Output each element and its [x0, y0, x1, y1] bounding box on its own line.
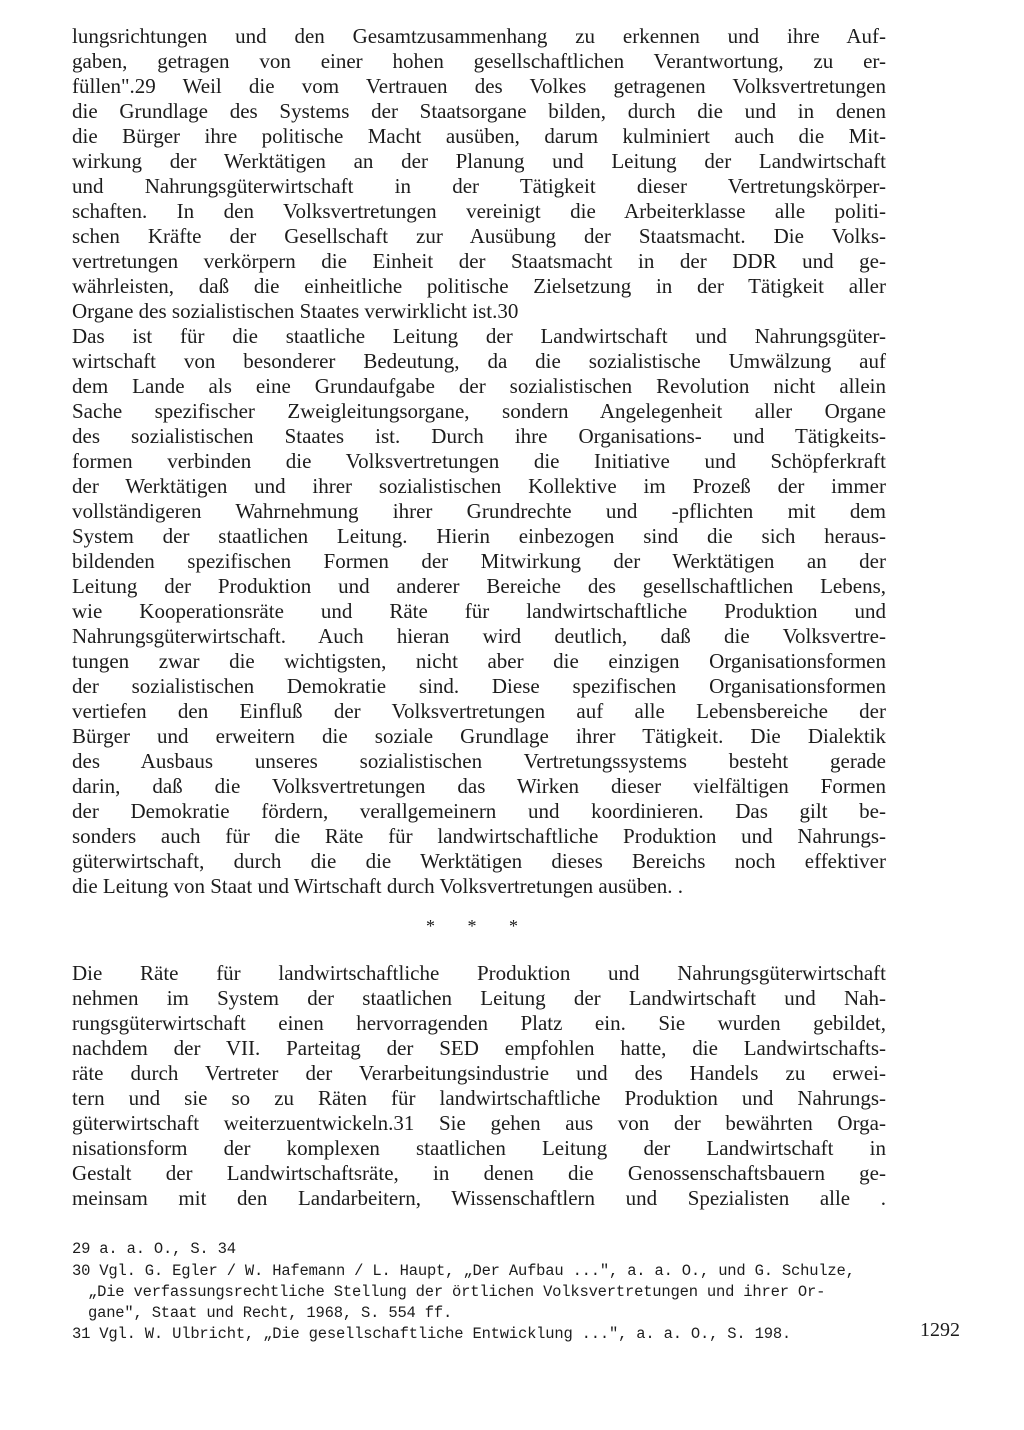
- body-line: wie Kooperationsräte und Räte für landwirtschaftliche Produktion und: [72, 599, 886, 623]
- body-line: und Nahrungsgüterwirtschaft in der Tätigkeit dieser Vertretungskörper-: [72, 174, 886, 198]
- body-line: Die Räte für landwirtschaftliche Produktion und Nahrungsgüterwirtschaft: [72, 961, 886, 985]
- body-line: lungsrichtungen und den Gesamtzusammenhang zu erkennen und ihre Auf-: [72, 24, 886, 48]
- body-line: die Grundlage des Systems der Staatsorgane bilden, durch die und in denen: [72, 99, 886, 123]
- body-line: Organe des sozialistischen Staates verwirklicht ist.30: [72, 299, 519, 323]
- body-line: meinsam mit den Landarbeitern, Wissenschaftlern und Spezialisten alle .: [72, 1186, 886, 1210]
- body-line: der sozialistischen Demokratie sind. Diese spezifischen Organisationsformen: [72, 674, 886, 698]
- body-line: die Leitung von Staat und Wirtschaft durch Volksvertretungen ausüben. .: [72, 874, 683, 898]
- body-line: formen verbinden die Volksvertretungen die Initiative und Schöpferkraft: [72, 449, 886, 473]
- body-line: wirtschaft von besonderer Bedeutung, da die sozialistische Umwälzung auf: [72, 349, 886, 373]
- body-line: güterwirtschaft weiterzuentwickeln.31 Sie gehen aus von der bewährten Orga-: [72, 1111, 886, 1135]
- body-line: Sache spezifischer Zweigleitungsorgane, sondern Angelegenheit aller Organe: [72, 399, 886, 423]
- body-line: vertretungen verkörpern die Einheit der Staatsmacht in der DDR und ge-: [72, 249, 886, 273]
- footnote-31: 31 Vgl. W. Ulbricht, „Die gesellschaftliche Entwicklung ...", a. a. O., S. 198.: [72, 1325, 792, 1343]
- body-line: der Demokratie fördern, verallgemeinern und koordinieren. Das gilt be-: [72, 799, 886, 823]
- body-line: nisationsform der komplexen staatlichen Leitung der Landwirtschaft in: [72, 1136, 886, 1160]
- body-line: nachdem der VII. Parteitag der SED empfohlen hatte, die Landwirtschafts-: [72, 1036, 886, 1060]
- body-line: rungsgüterwirtschaft einen hervorragenden Platz ein. Sie wurden gebildet,: [72, 1011, 886, 1035]
- body-line: der Werktätigen und ihrer sozialistischen Kollektive im Prozeß der immer: [72, 474, 886, 498]
- body-line: vertiefen den Einfluß der Volksvertretungen auf alle Lebensbereiche der: [72, 699, 886, 723]
- body-line: Bürger und erweitern die soziale Grundlage ihrer Tätigkeit. Die Dialektik: [72, 724, 886, 748]
- body-line: Nahrungsgüterwirtschaft. Auch hieran wird deutlich, daß die Volksvertre-: [72, 624, 886, 648]
- body-line: güterwirtschaft, durch die die Werktätigen dieses Bereichs noch effektiver: [72, 849, 886, 873]
- body-line: tern und sie so zu Räten für landwirtschaftliche Produktion und Nahrungs-: [72, 1086, 886, 1110]
- body-line: darin, daß die Volksvertretungen das Wirken dieser vielfältigen Formen: [72, 774, 886, 798]
- page-number: 1292: [920, 1319, 960, 1341]
- body-line: wirkung der Werktätigen an der Planung und Leitung der Landwirtschaft: [72, 149, 886, 173]
- body-line: des Ausbaus unseres sozialistischen Vertretungssystems besteht gerade: [72, 749, 886, 773]
- body-line: räte durch Vertreter der Verarbeitungsindustrie und des Handels zu erwei-: [72, 1061, 886, 1085]
- body-line: währleisten, daß die einheitliche politische Zielsetzung in der Tätigkeit aller: [72, 274, 886, 298]
- section-separator: * * *: [426, 916, 532, 936]
- body-line: bildenden spezifischen Formen der Mitwirkung der Werktätigen an der: [72, 549, 886, 573]
- body-line: Gestalt der Landwirtschaftsräte, in denen die Genossenschaftsbauern ge-: [72, 1161, 886, 1185]
- footnote-30-continued: „Die verfassungsrechtliche Stellung der örtlichen Volksvertretungen und ihrer Or-: [88, 1283, 826, 1301]
- body-line: Das ist für die staatliche Leitung der Landwirtschaft und Nahrungsgüter-: [72, 324, 886, 348]
- footnote-29: 29 a. a. O., S. 34: [72, 1240, 236, 1258]
- body-line: tungen zwar die wichtigsten, nicht aber die einzigen Organisationsformen: [72, 649, 886, 673]
- body-line: sonders auch für die Räte für landwirtschaftliche Produktion und Nahrungs-: [72, 824, 886, 848]
- body-line: die Bürger ihre politische Macht ausüben, darum kulminiert auch die Mit-: [72, 124, 886, 148]
- footnote-30-continued: gane", Staat und Recht, 1968, S. 554 ff.: [88, 1304, 453, 1322]
- body-line: schen Kräfte der Gesellschaft zur Ausübung der Staatsmacht. Die Volks-: [72, 224, 886, 248]
- body-line: vollständigeren Wahrnehmung ihrer Grundrechte und -pflichten mit dem: [72, 499, 886, 523]
- body-line: gaben, getragen von einer hohen gesellschaftlichen Verantwortung, zu er-: [72, 49, 886, 73]
- body-line: dem Lande als eine Grundaufgabe der sozialistischen Revolution nicht allein: [72, 374, 886, 398]
- body-line: nehmen im System der staatlichen Leitung der Landwirtschaft und Nah-: [72, 986, 886, 1010]
- body-line: System der staatlichen Leitung. Hierin einbezogen sind die sich heraus-: [72, 524, 886, 548]
- body-line: Leitung der Produktion und anderer Bereiche des gesellschaftlichen Lebens,: [72, 574, 886, 598]
- footnote-30: 30 Vgl. G. Egler / W. Hafemann / L. Haupt, „Der Aufbau ...", a. a. O., und G. Schulze,: [72, 1262, 855, 1280]
- body-line: schaften. In den Volksvertretungen vereinigt die Arbeiterklasse alle politi-: [72, 199, 886, 223]
- body-line: des sozialistischen Staates ist. Durch ihre Organisations- und Tätigkeits-: [72, 424, 886, 448]
- body-line: füllen".29 Weil die vom Vertrauen des Volkes getragenen Volksvertretungen: [72, 74, 886, 98]
